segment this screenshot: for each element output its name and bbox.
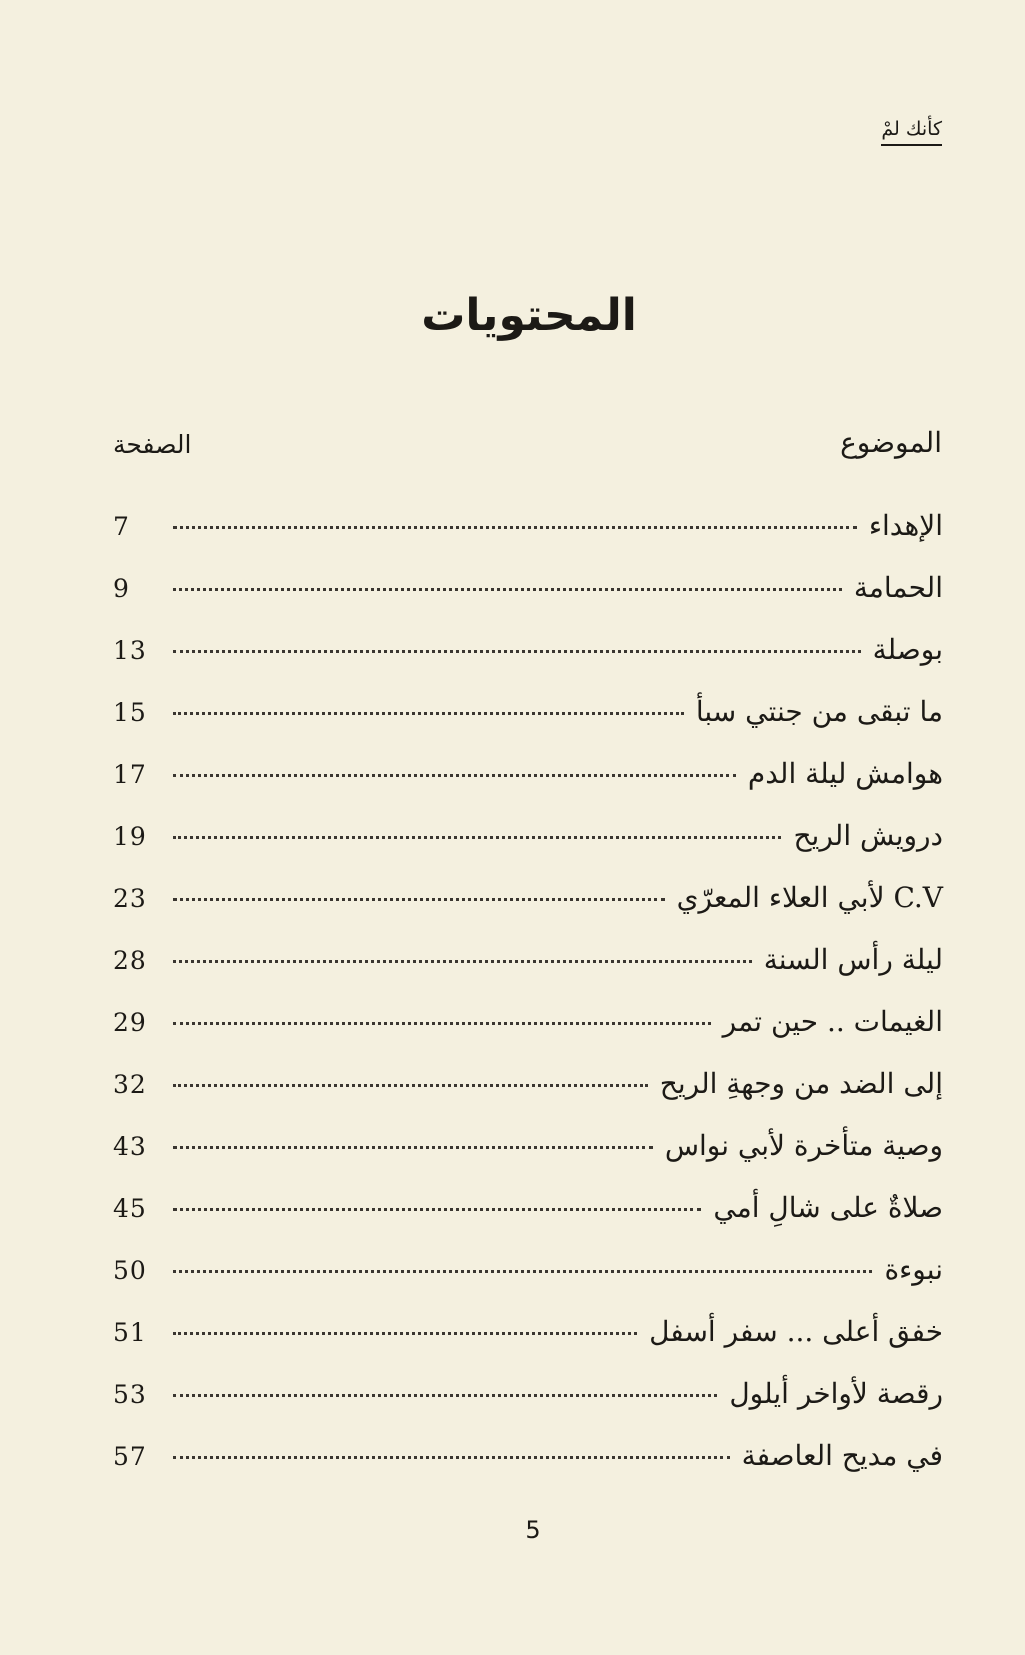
dot-leader [173, 960, 752, 963]
column-header-topic: الموضوع [840, 426, 942, 459]
dot-leader [173, 1084, 648, 1087]
toc-entry [113, 881, 943, 943]
toc-page-number: 13 [113, 636, 147, 665]
toc-page-number: 17 [113, 760, 147, 789]
toc-entry-title: الغيمات .. حين تمر [722, 1005, 943, 1038]
toc-entry-title: هوامش ليلة الدم [747, 757, 943, 790]
dot-leader [173, 588, 842, 591]
toc-page-number: 53 [113, 1380, 147, 1409]
page-number-folio: 5 [525, 1516, 541, 1544]
toc-entry [113, 1315, 943, 1377]
toc-entry [113, 571, 943, 633]
toc-entry-title: الإهداء [868, 509, 943, 542]
toc-entry [113, 1253, 943, 1315]
dot-leader [173, 1456, 730, 1459]
toc-entry [113, 757, 943, 819]
dot-leader [173, 1022, 711, 1025]
toc-entry-title: الحمامة [853, 571, 943, 604]
dot-leader [173, 712, 684, 715]
toc-page-number: 23 [113, 884, 147, 913]
toc-entry-title: ليلة رأس السنة [763, 943, 943, 976]
toc-entry [113, 509, 943, 571]
toc-entry [113, 1005, 943, 1067]
toc-entry-title: إلى الضد من وجهةِ الريح [659, 1067, 943, 1100]
toc-entry [113, 1191, 943, 1253]
toc-entry [113, 695, 943, 757]
dot-leader [173, 1332, 637, 1335]
toc-entry-title: نبوءة [884, 1253, 943, 1286]
toc-page-number: 9 [113, 574, 130, 603]
toc-entry-title: وصية متأخرة لأبي نواس [664, 1129, 943, 1162]
toc-entry [113, 943, 943, 1005]
toc-entry [113, 1377, 943, 1439]
toc-page-number: 15 [113, 698, 147, 727]
dot-leader [173, 526, 857, 529]
toc-page-number: 50 [113, 1256, 147, 1285]
toc-entry-title: ما تبقى من جنتي سبأ [695, 695, 943, 728]
toc-page-number: 19 [113, 822, 147, 851]
dot-leader [173, 774, 736, 777]
toc-page-number: 43 [113, 1132, 147, 1161]
toc-page-number: 28 [113, 946, 147, 975]
toc-page-number: 32 [113, 1070, 147, 1099]
dot-leader [173, 1394, 717, 1397]
dot-leader [173, 1208, 701, 1211]
toc-entry [113, 1129, 943, 1191]
toc-page-number: 29 [113, 1008, 147, 1037]
dot-leader [173, 836, 781, 839]
toc-page-number: 45 [113, 1194, 147, 1223]
toc-entry-title: صلاةٌ على شالِ أمي [713, 1191, 943, 1224]
toc-entry [113, 633, 943, 695]
toc-entry-title: رقصة لأواخر أيلول [729, 1377, 943, 1410]
running-head: كأنك لمْ [881, 118, 942, 146]
toc-list [113, 509, 943, 1501]
dot-leader [173, 898, 665, 901]
dot-leader [173, 650, 861, 653]
toc-entry-title: درويش الريح [793, 819, 943, 852]
toc-entry-title: خفق أعلى ... سفر أسفل [649, 1315, 943, 1348]
toc-entry [113, 1439, 943, 1501]
toc-entry-title: C.V لأبي العلاء المعرّي [676, 881, 943, 914]
page-title: المحتويات [421, 290, 637, 341]
toc-entry [113, 819, 943, 881]
toc-entry [113, 1067, 943, 1129]
toc-entry-title: في مديح العاصفة [741, 1439, 943, 1472]
dot-leader [173, 1146, 653, 1149]
toc-page-number: 7 [113, 512, 130, 541]
toc-page-number: 51 [113, 1318, 147, 1347]
column-header-page: الصفحة [113, 430, 192, 459]
toc-entry-title: بوصلة [872, 633, 943, 666]
toc-page-number: 57 [113, 1442, 147, 1471]
dot-leader [173, 1270, 872, 1273]
